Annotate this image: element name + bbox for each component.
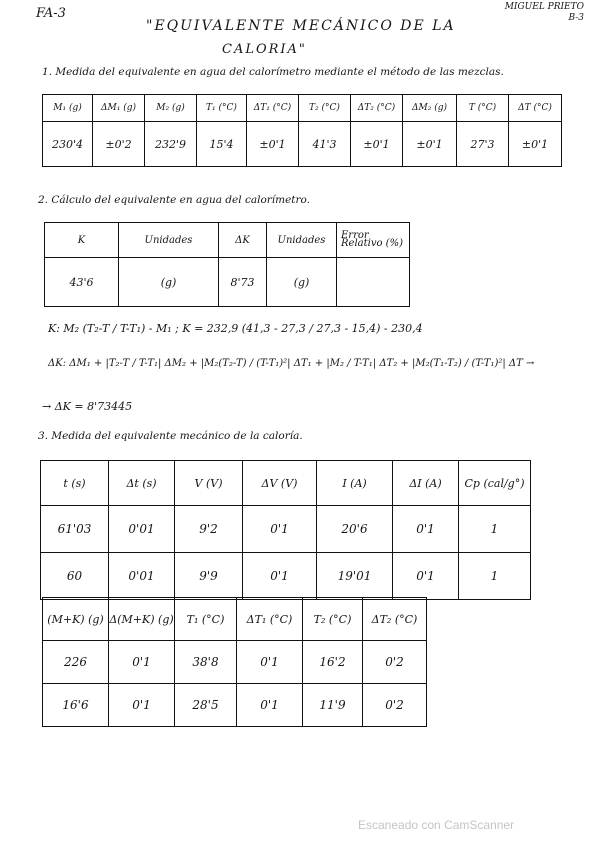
header-cell: Error Relativo (%): [337, 223, 410, 258]
value-cell: 0'1: [393, 553, 459, 600]
table-row: [41, 506, 531, 553]
header-cell: T₁ (°C): [175, 598, 237, 641]
value-cell: 0'2: [363, 641, 427, 684]
value-cell: ±0'2: [93, 122, 145, 167]
value-cell: 11'9: [303, 684, 363, 727]
table-row: [45, 258, 410, 307]
section3-heading: 3. Medida del equivalente mecánico de la caloría.: [38, 430, 303, 442]
header-cell: T₁ (°C): [197, 95, 247, 122]
value-cell: 0'2: [363, 684, 427, 727]
value-cell: 0'1: [393, 506, 459, 553]
header-cell: ΔT₂ (°C): [363, 598, 427, 641]
value-cell: ±0'1: [403, 122, 457, 167]
group-label: B-3: [568, 13, 584, 23]
table-row: [43, 641, 427, 684]
value-cell: 61'03: [41, 506, 109, 553]
header-cell: Δ(M+K) (g): [109, 598, 175, 641]
value-cell: 28'5: [175, 684, 237, 727]
k-formula: K: M₂ (T₂-T / T-T₁) - M₁ ; K = 232,9 (41,3 - 27,3 / 27,3 - 15,4) - 230,4: [48, 322, 423, 335]
value-cell: 0'1: [243, 553, 317, 600]
value-cell: 230'4: [43, 122, 93, 167]
table-row: [41, 553, 531, 600]
value-cell: 20'6: [317, 506, 393, 553]
author-name: MIGUEL PRIETO: [504, 2, 584, 12]
value-cell: ±0'1: [351, 122, 403, 167]
value-cell: 0'1: [109, 641, 175, 684]
sheet-code: FA-3: [36, 6, 66, 21]
header-cell: ΔT₁ (°C): [247, 95, 299, 122]
value-cell: 27'3: [457, 122, 509, 167]
header-cell: ΔT₁ (°C): [237, 598, 303, 641]
header-cell: ΔI (A): [393, 461, 459, 506]
value-cell: 0'1: [237, 684, 303, 727]
value-cell: 41'3: [299, 122, 351, 167]
scanner-watermark: Escaneado con CamScanner: [358, 818, 515, 832]
value-cell: (g): [119, 258, 219, 307]
value-cell: 0'01: [109, 553, 175, 600]
electrical-measurements-table: [40, 460, 531, 600]
header-cell: t (s): [41, 461, 109, 506]
value-cell: 1: [459, 553, 531, 600]
header-cell: M₁ (g): [43, 95, 93, 122]
delta-k-formula: ΔK: ΔM₁ + |T₂-T / T-T₁| ΔM₂ + |M₂(T₂-T) / (T-T₁)²| ΔT₁ + |M₂ / T-T₁| ΔT₂ + |M₂(T₁-T₂) / (T-T₁)²| ΔT →: [48, 358, 535, 369]
calorimeter-mixing-table: [42, 94, 562, 167]
delta-k-result: → ΔK = 8'73445: [42, 400, 133, 413]
value-cell: 0'1: [237, 641, 303, 684]
page-title-continued: CALORIA": [222, 42, 307, 57]
page-title: "EQUIVALENTE MECÁNICO DE LA: [146, 18, 456, 34]
header-cell: K: [45, 223, 119, 258]
value-cell: 1: [459, 506, 531, 553]
value-cell: 0'01: [109, 506, 175, 553]
header-cell: ΔK: [219, 223, 267, 258]
value-cell: 0'1: [109, 684, 175, 727]
section2-heading: 2. Cálculo del equivalente en agua del calorímetro.: [38, 194, 311, 206]
value-cell: 43'6: [45, 258, 119, 307]
header-cell: Δt (s): [109, 461, 175, 506]
value-cell: [337, 258, 410, 307]
value-cell: 60: [41, 553, 109, 600]
value-cell: 15'4: [197, 122, 247, 167]
table-row: [43, 122, 562, 167]
value-cell: (g): [267, 258, 337, 307]
header-cell: V (V): [175, 461, 243, 506]
value-cell: 226: [43, 641, 109, 684]
table-row: [43, 684, 427, 727]
value-cell: 8'73: [219, 258, 267, 307]
header-cell: T (°C): [457, 95, 509, 122]
value-cell: 16'2: [303, 641, 363, 684]
value-cell: 232'9: [145, 122, 197, 167]
header-cell: ΔM₂ (g): [403, 95, 457, 122]
section1-heading: 1. Medida del equivalente en agua del calorímetro mediante el método de las mezclas.: [42, 66, 504, 78]
author-block: [492, 2, 584, 24]
header-cell: I (A): [317, 461, 393, 506]
header-cell: ΔV (V): [243, 461, 317, 506]
header-cell: Unidades: [267, 223, 337, 258]
header-cell: ΔT (°C): [509, 95, 562, 122]
value-cell: 16'6: [43, 684, 109, 727]
value-cell: ±0'1: [509, 122, 562, 167]
header-cell: M₂ (g): [145, 95, 197, 122]
header-cell: T₂ (°C): [303, 598, 363, 641]
header-cell: ΔT₂ (°C): [351, 95, 403, 122]
value-cell: 19'01: [317, 553, 393, 600]
value-cell: 38'8: [175, 641, 237, 684]
header-cell: ΔM₁ (g): [93, 95, 145, 122]
value-cell: ±0'1: [247, 122, 299, 167]
temperature-measurements-table: [42, 597, 427, 727]
header-cell: Unidades: [119, 223, 219, 258]
value-cell: 9'2: [175, 506, 243, 553]
calorimeter-equivalent-table: [44, 222, 410, 307]
value-cell: 9'9: [175, 553, 243, 600]
header-cell: Cp (cal/g°): [459, 461, 531, 506]
value-cell: 0'1: [243, 506, 317, 553]
header-cell: (M+K) (g): [43, 598, 109, 641]
header-cell: T₂ (°C): [299, 95, 351, 122]
